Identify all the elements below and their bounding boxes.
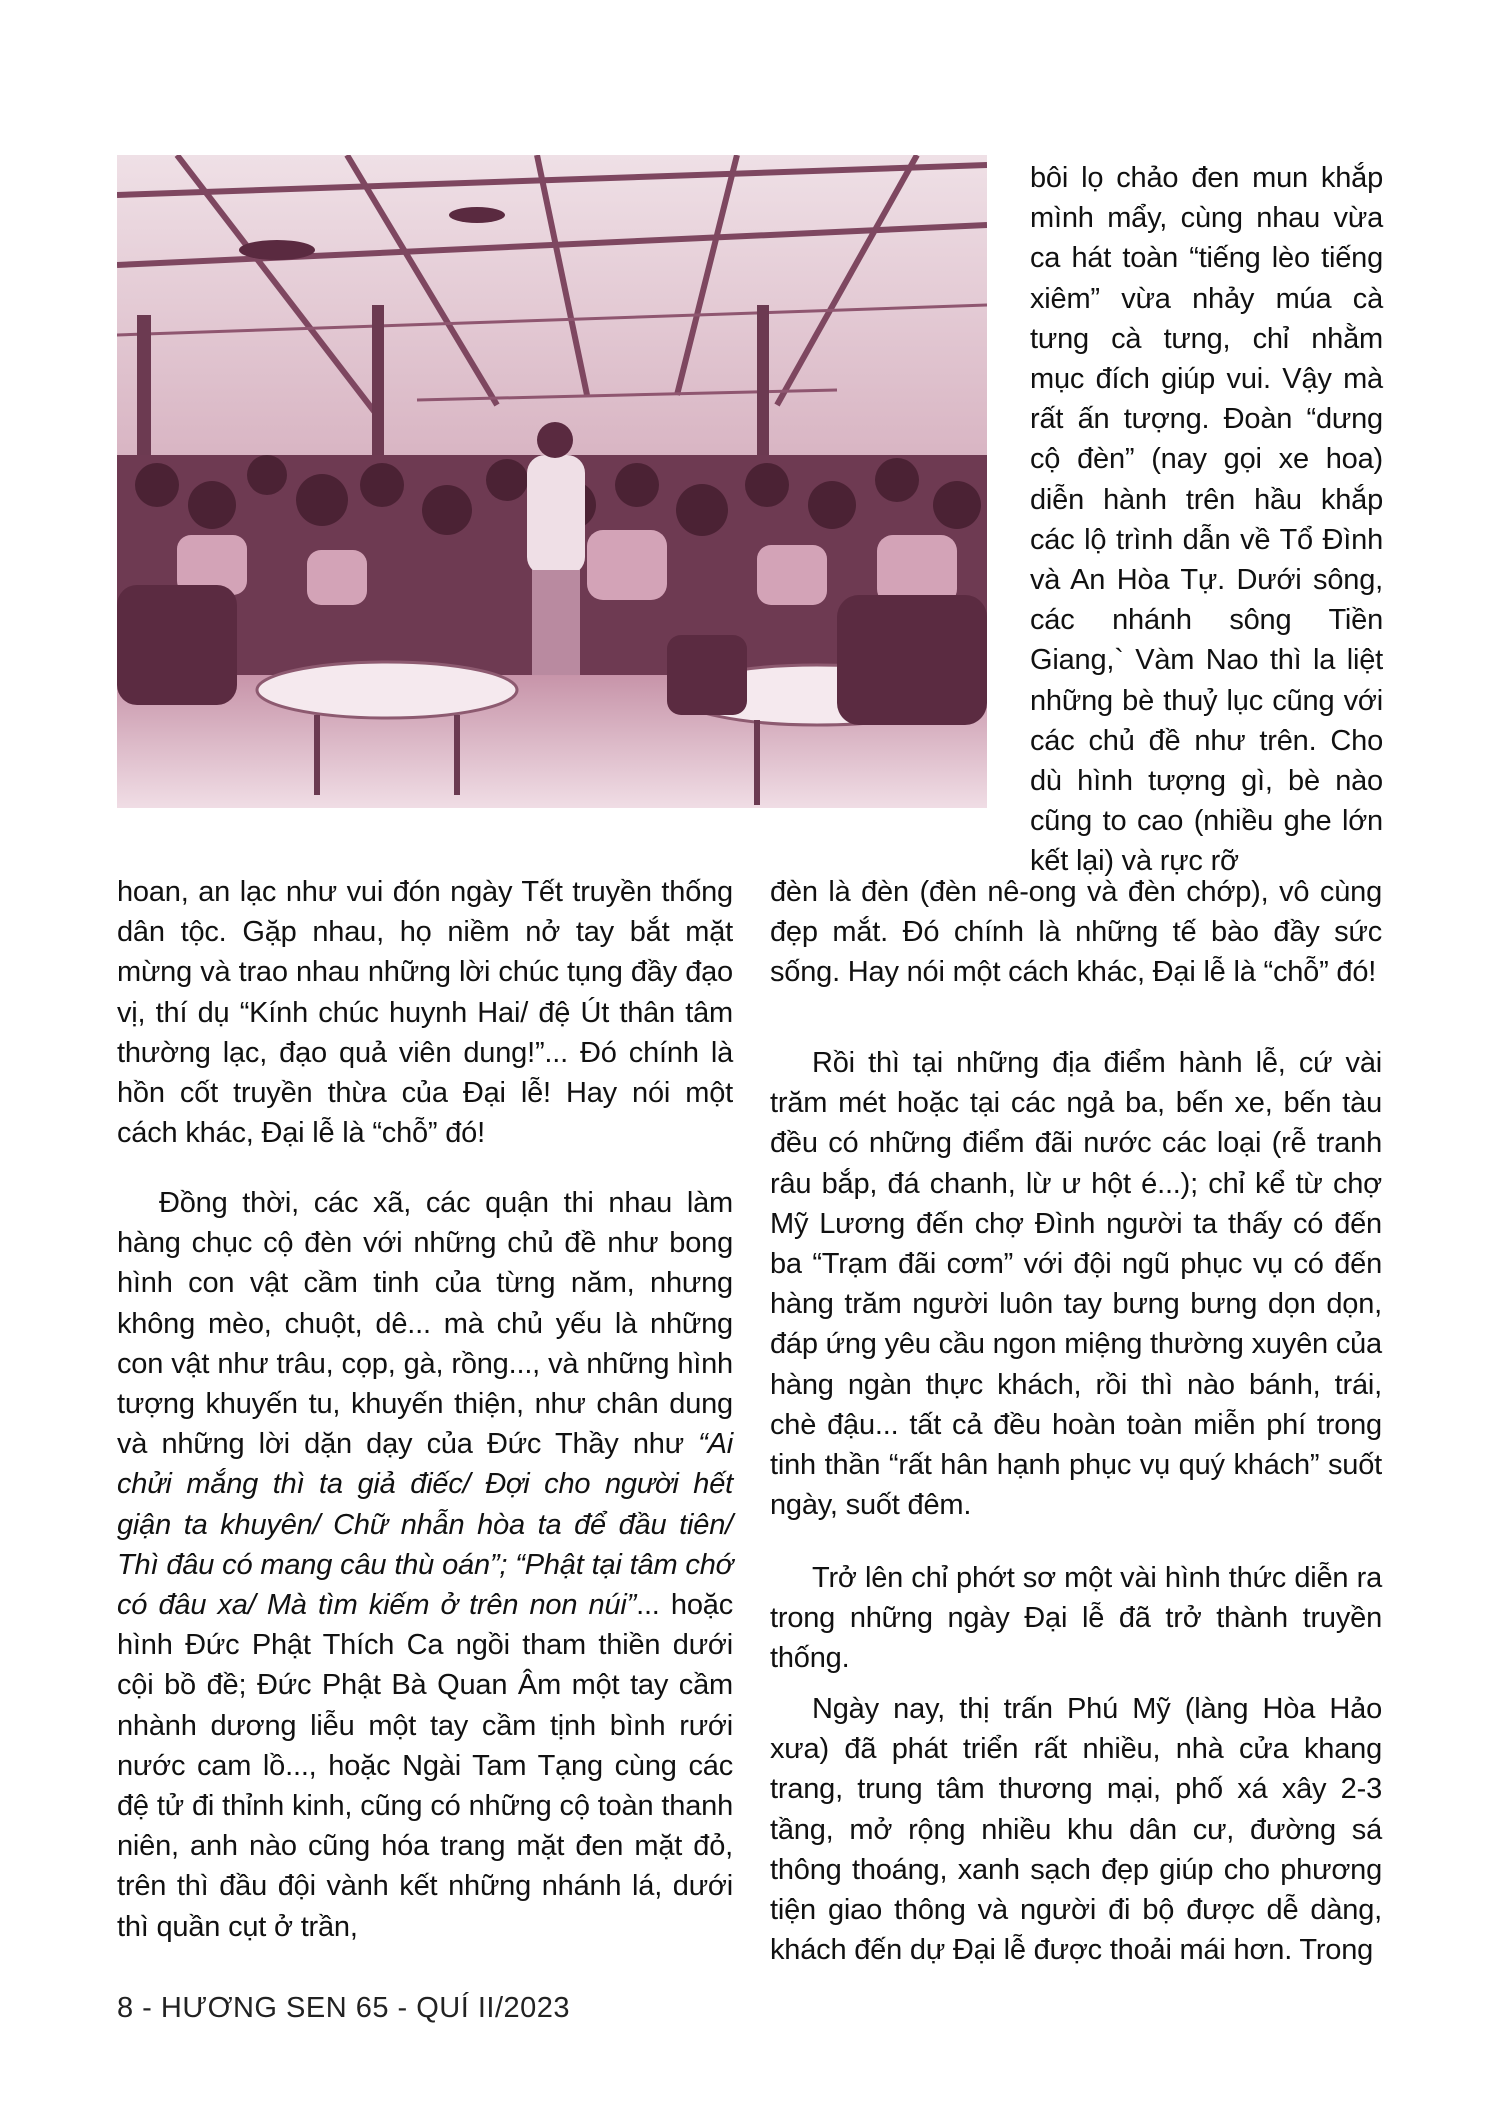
paragraph-right-2: Rồi thì tại những địa điểm hành lễ, cứ vài trăm mét hoặc tại các ngả ba, bến xe, bến tàu đều có những điểm đãi nước các loại (rễ tranh râu bắp, đá chanh, lừ ư hột é...); chỉ kể từ chợ Mỹ Lương đến chợ Đình người ta thấy có đến ba “Trạm đãi cơm” với đội ngũ phục vụ có đến hàng trăm người luôn tay bưng bưng dọn dọn, đáp ứng yêu cầu ngon miệng thường xuyên của hàng ngàn thực khách, rồi thì nào bánh, trái, chè đậu... tất cả đều hoàn toàn miễn phí trong tinh thần “rất hân hạnh phục vụ quý khách” suốt ngày, suốt đêm. <box>770 1047 1382 1522</box>
paragraph-left-2 <box>117 1183 733 1947</box>
paragraph-right-1: đèn là đèn (đèn nê-ong và đèn chớp), vô cùng đẹp mắt. Đó chính là những tế bào đầy sức sống. Hay nói một cách khác, Đại lễ là “chỗ” đó! <box>770 876 1382 989</box>
paragraph-left-2-text-b: ... hoặc hình Đức Phật Thích Ca ngồi tham thiền dưới cội bồ đề; Đức Phật Bà Quan Âm một tay cầm nhành dương liễu một tay cầm tịnh bình rưới nước cam lồ..., hoặc Ngài Tam Tạng cùng các đệ tử đi thỉnh kinh, cũng có những cộ toàn thanh niên, anh nào cũng hóa trang mặt đen mặt đỏ, trên thì đầu đội vành kết những nhánh lá, dưới thì quần cụt ở trần, <box>117 1589 733 1943</box>
paragraph-left-1: hoan, an lạc như vui đón ngày Tết truyền thống dân tộc. Gặp nhau, họ niềm nở tay bắt mặt mừng và trao nhau những lời chúc tụng đầy đạo vị, thí dụ “Kính chúc huynh Hai/ đệ Út thân tâm thường lạc, đạo quả viên dung!”... Đó chính là hồn cốt truyền thừa của Đại lễ! Hay nói một cách khác, Đại lễ là “chỗ” đó! <box>117 876 733 1150</box>
photo-crowd-illustration <box>117 155 987 808</box>
paragraph-beside-photo: bôi lọ chảo đen mun khắp mình mẩy, cùng nhau vừa ca hát toàn “tiếng lèo tiếng xiêm” vừa nhảy múa cà tưng cà tưng, chỉ nhằm mục đích giúp vui. Vậy mà rất ấn tượng. Đoàn “dưng cộ đèn” (nay gọi xe hoa) diễn hành trên hầu khắp các lộ trình dẫn về Tổ Đình và An Hòa Tự. Dưới sông, các nhánh sông Tiền Giang,` Vàm Nao thì la liệt những bè thuỷ lục cũng với các chủ đề như trên. Cho dù hình tượng gì, bè nào cũng to cao (nhiều ghe lớn kết lại) và rực rỡ <box>1030 162 1383 878</box>
page-footer: 8 - HƯƠNG SEN 65 - QUÍ II/2023 <box>117 1992 571 2024</box>
paragraph-left-2-text-a: Đồng thời, các xã, các quận thi nhau làm hàng chục cộ đèn với những chủ đề như bong hình con vật cầm tinh của từng năm, nhưng không mèo, chuột, dê... mà chủ yếu là những con vật như trâu, cọp, gà, rồng..., và những hình tượng khuyến tu, khuyến thiện, như chân dung và những lời dặn dạy của Đức Thầy như <box>117 1187 733 1461</box>
paragraph-right-4: Ngày nay, thị trấn Phú Mỹ (làng Hòa Hảo xưa) đã phát triển rất nhiều, nhà cửa khang trang, trung tâm thương mại, phố xá xây 2-3 tầng, mở rộng nhiều khu dân cư, đường sá thông thoáng, xanh sạch đẹp giúp cho phương tiện giao thông và người đi bộ được dễ dàng, khách đến dự Đại lễ được thoải mái hơn. Trong <box>770 1693 1382 1967</box>
paragraph-right-3: Trở lên chỉ phớt sơ một vài hình thức diễn ra trong những ngày Đại lễ đã trở thành truyền thống. <box>770 1562 1382 1675</box>
article-photo <box>117 155 987 808</box>
paragraph-left-2-quote: “Ai chửi mắng thì ta giả điếc/ Đợi cho người hết giận ta khuyên/ Chữ nhẫn hòa ta để đầu tiên/ Thì đâu có mang câu thù oán”; “Phật tại tâm chớ có đâu xa/ Mà tìm kiếm ở trên non núi” <box>117 1428 733 1622</box>
